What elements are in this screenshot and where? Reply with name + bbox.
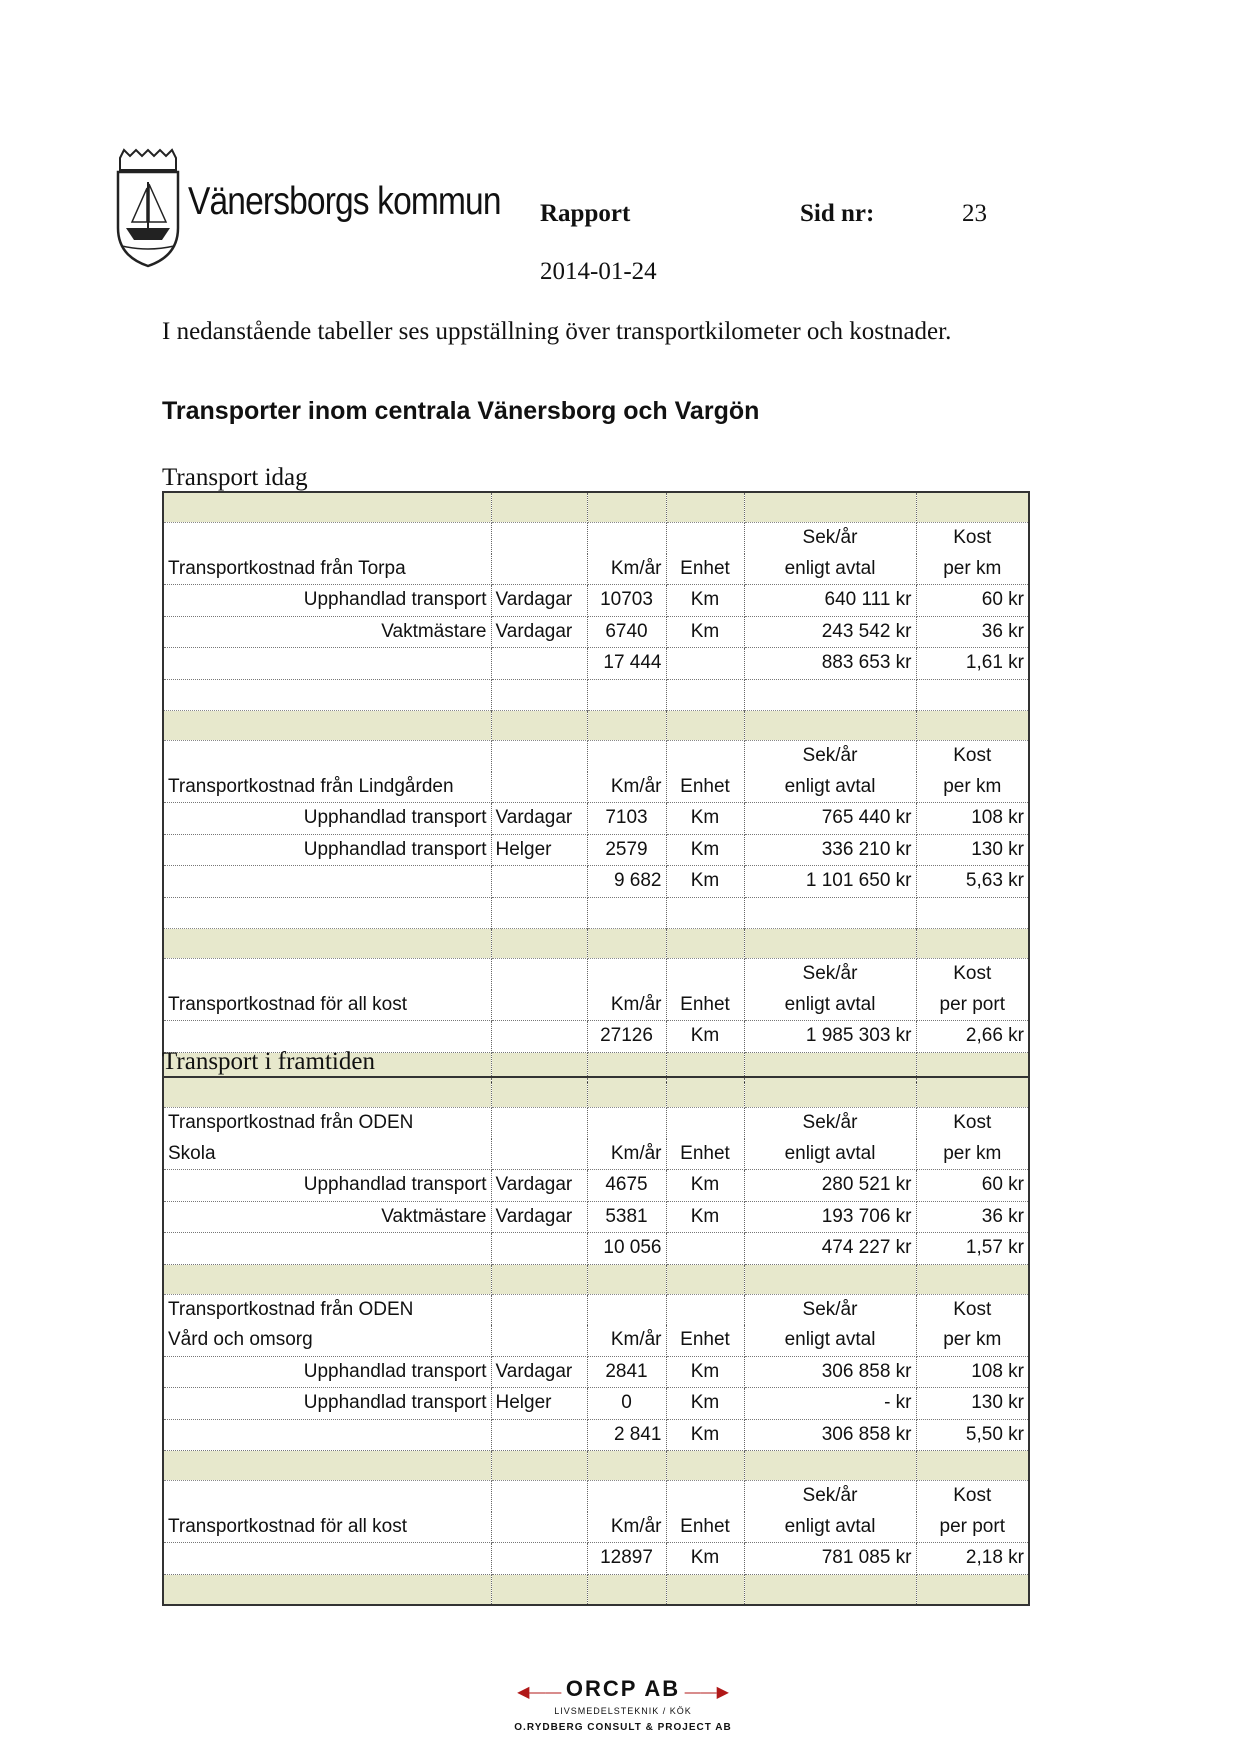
row-sek: - kr bbox=[744, 1388, 916, 1420]
group-title: Transportkostnad från ODEN bbox=[163, 1108, 491, 1139]
table-row bbox=[163, 803, 1029, 835]
row-cost: 108 kr bbox=[916, 803, 1029, 835]
header-km-year: Km/år bbox=[587, 990, 666, 1021]
group-subtitle: Vård och omsorg bbox=[163, 1325, 491, 1356]
total-sek: 1 101 650 kr bbox=[744, 866, 916, 898]
header-row bbox=[163, 959, 1029, 990]
table-row bbox=[163, 1170, 1029, 1202]
band-row bbox=[163, 492, 1029, 523]
header-unit: Enhet bbox=[666, 1325, 744, 1356]
row-sek: 306 858 kr bbox=[744, 1356, 916, 1388]
row-unit: Km bbox=[666, 803, 744, 835]
total-row bbox=[163, 1233, 1029, 1265]
header-sek-agreement: enligt avtal bbox=[744, 1325, 916, 1356]
header-km-year: Km/år bbox=[587, 772, 666, 803]
total-unit: Km bbox=[666, 1543, 744, 1575]
group-title: Transportkostnad för all kost bbox=[163, 990, 491, 1021]
header-cost-per: per km bbox=[916, 772, 1029, 803]
header-sek-agreement: enligt avtal bbox=[744, 990, 916, 1021]
row-sek: 280 521 kr bbox=[744, 1170, 916, 1202]
total-cost: 2,18 kr bbox=[916, 1543, 1029, 1575]
total-km: 2 841 bbox=[587, 1419, 666, 1451]
row-km: 4675 bbox=[587, 1170, 666, 1202]
footer-company: O.RYDBERG CONSULT & PROJECT AB bbox=[514, 1722, 732, 1733]
header-row bbox=[163, 772, 1029, 803]
total-cost: 5,50 kr bbox=[916, 1419, 1029, 1451]
header-cost-per: per km bbox=[916, 1325, 1029, 1356]
row-days: Vardagar bbox=[491, 1201, 587, 1233]
row-km: 10703 bbox=[587, 585, 666, 617]
header-cost-per: per port bbox=[916, 1512, 1029, 1543]
total-row bbox=[163, 1419, 1029, 1451]
header-unit: Enhet bbox=[666, 554, 744, 585]
table-row bbox=[163, 616, 1029, 648]
total-row bbox=[163, 648, 1029, 680]
header-row bbox=[163, 1294, 1029, 1325]
group-title: Transportkostnad från Lindgården bbox=[163, 772, 491, 803]
header-km-year: Km/år bbox=[587, 1325, 666, 1356]
header-row bbox=[163, 1108, 1029, 1139]
row-label: Vaktmästare bbox=[163, 616, 491, 648]
total-km: 27126 bbox=[587, 1021, 666, 1053]
header-row bbox=[163, 990, 1029, 1021]
arrow-right-icon: ——▶ bbox=[684, 1683, 729, 1701]
row-km: 5381 bbox=[587, 1201, 666, 1233]
header-sek-agreement: enligt avtal bbox=[744, 1139, 916, 1170]
header-row bbox=[163, 1512, 1029, 1543]
header-unit: Enhet bbox=[666, 990, 744, 1021]
header-row bbox=[163, 1139, 1029, 1170]
transport-future-table bbox=[162, 1076, 1030, 1606]
header-cost: Kost bbox=[916, 1108, 1029, 1139]
row-days: Helger bbox=[491, 834, 587, 866]
organization-name: Vänersborgs kommun bbox=[188, 180, 501, 223]
spacer-row bbox=[163, 897, 1029, 929]
row-sek: 336 210 kr bbox=[744, 834, 916, 866]
row-km: 0 bbox=[587, 1388, 666, 1420]
footer-logo bbox=[478, 1676, 768, 1744]
row-sek: 640 111 kr bbox=[744, 585, 916, 617]
header-cost-per: per km bbox=[916, 554, 1029, 585]
row-unit: Km bbox=[666, 1356, 744, 1388]
header-cost-per: per km bbox=[916, 1139, 1029, 1170]
total-km: 9 682 bbox=[587, 866, 666, 898]
row-label: Upphandlad transport bbox=[163, 834, 491, 866]
header-row bbox=[163, 523, 1029, 554]
row-unit: Km bbox=[666, 585, 744, 617]
header-sek-agreement: enligt avtal bbox=[744, 772, 916, 803]
row-cost: 130 kr bbox=[916, 1388, 1029, 1420]
row-km: 2579 bbox=[587, 834, 666, 866]
header-cost: Kost bbox=[916, 523, 1029, 554]
table-row bbox=[163, 1356, 1029, 1388]
header-unit: Enhet bbox=[666, 1512, 744, 1543]
total-sek: 306 858 kr bbox=[744, 1419, 916, 1451]
group-title: Transportkostnad från Torpa bbox=[163, 554, 491, 585]
total-unit: Km bbox=[666, 1021, 744, 1053]
header-sek: Sek/år bbox=[744, 741, 916, 772]
total-cost: 5,63 kr bbox=[916, 866, 1029, 898]
total-unit: Km bbox=[666, 1419, 744, 1451]
header-km-year: Km/år bbox=[587, 1139, 666, 1170]
band-row bbox=[163, 1264, 1029, 1294]
header-cost: Kost bbox=[916, 1294, 1029, 1325]
header-row bbox=[163, 554, 1029, 585]
report-label: Rapport bbox=[540, 200, 631, 227]
header-sek: Sek/år bbox=[744, 959, 916, 990]
row-cost: 60 kr bbox=[916, 1170, 1029, 1202]
header-row bbox=[163, 1481, 1029, 1512]
row-cost: 36 kr bbox=[916, 616, 1029, 648]
row-km: 6740 bbox=[587, 616, 666, 648]
transport-today-table bbox=[162, 491, 1030, 1084]
header-sek: Sek/år bbox=[744, 1481, 916, 1512]
row-unit: Km bbox=[666, 1201, 744, 1233]
row-label: Upphandlad transport bbox=[163, 1356, 491, 1388]
header-sek: Sek/år bbox=[744, 1294, 916, 1325]
row-label: Upphandlad transport bbox=[163, 803, 491, 835]
total-km: 10 056 bbox=[587, 1233, 666, 1265]
row-days: Vardagar bbox=[491, 1170, 587, 1202]
row-km: 2841 bbox=[587, 1356, 666, 1388]
row-label: Upphandlad transport bbox=[163, 1388, 491, 1420]
table-row bbox=[163, 1201, 1029, 1233]
row-days: Vardagar bbox=[491, 1356, 587, 1388]
header-cost: Kost bbox=[916, 741, 1029, 772]
row-cost: 108 kr bbox=[916, 1356, 1029, 1388]
total-km: 17 444 bbox=[587, 648, 666, 680]
total-row bbox=[163, 866, 1029, 898]
header-unit: Enhet bbox=[666, 1139, 744, 1170]
header-cost: Kost bbox=[916, 959, 1029, 990]
row-sek: 765 440 kr bbox=[744, 803, 916, 835]
header-cost-per: per port bbox=[916, 990, 1029, 1021]
header-km-year: Km/år bbox=[587, 1512, 666, 1543]
group-subtitle: Skola bbox=[163, 1139, 491, 1170]
arrow-left-icon: ◀—— bbox=[517, 1683, 562, 1701]
table-row bbox=[163, 1388, 1029, 1420]
row-cost: 60 kr bbox=[916, 585, 1029, 617]
header-sek: Sek/år bbox=[744, 523, 916, 554]
row-label: Vaktmästare bbox=[163, 1201, 491, 1233]
footer-tagline: LIVSMEDELSTEKNIK / KÖK bbox=[554, 1706, 692, 1716]
row-cost: 36 kr bbox=[916, 1201, 1029, 1233]
row-sek: 193 706 kr bbox=[744, 1201, 916, 1233]
footer-brand-line bbox=[478, 1676, 768, 1702]
table-caption-today: Transport idag bbox=[162, 464, 308, 491]
row-unit: Km bbox=[666, 834, 744, 866]
header-sek: Sek/år bbox=[744, 1108, 916, 1139]
row-days: Vardagar bbox=[491, 616, 587, 648]
row-days: Vardagar bbox=[491, 803, 587, 835]
band-row bbox=[163, 1077, 1029, 1108]
document-date: 2014-01-24 bbox=[540, 258, 657, 285]
table-caption-future: Transport i framtiden bbox=[162, 1048, 375, 1075]
header-unit: Enhet bbox=[666, 772, 744, 803]
row-unit: Km bbox=[666, 616, 744, 648]
header-sek-agreement: enligt avtal bbox=[744, 1512, 916, 1543]
total-cost: 1,61 kr bbox=[916, 648, 1029, 680]
band-row bbox=[163, 1574, 1029, 1605]
row-days: Vardagar bbox=[491, 585, 587, 617]
band-row bbox=[163, 711, 1029, 741]
table-row bbox=[163, 585, 1029, 617]
band-row bbox=[163, 929, 1029, 959]
row-label: Upphandlad transport bbox=[163, 585, 491, 617]
group-title: Transportkostnad från ODEN bbox=[163, 1294, 491, 1325]
total-cost: 1,57 kr bbox=[916, 1233, 1029, 1265]
intro-paragraph: I nedanstående tabeller ses uppställning över transportkilometer och kostnader. bbox=[162, 318, 952, 345]
total-km: 12897 bbox=[587, 1543, 666, 1575]
row-sek: 243 542 kr bbox=[744, 616, 916, 648]
total-sek: 1 985 303 kr bbox=[744, 1021, 916, 1053]
total-row bbox=[163, 1543, 1029, 1575]
page-number: 23 bbox=[962, 200, 987, 227]
municipal-crest-icon bbox=[112, 148, 184, 268]
total-sek: 781 085 kr bbox=[744, 1543, 916, 1575]
header-row bbox=[163, 1325, 1029, 1356]
band-row bbox=[163, 1451, 1029, 1481]
total-unit: Km bbox=[666, 866, 744, 898]
header-sek-agreement: enligt avtal bbox=[744, 554, 916, 585]
header-cost: Kost bbox=[916, 1481, 1029, 1512]
spacer-row bbox=[163, 679, 1029, 711]
footer-brand: ORCP AB bbox=[565, 1676, 681, 1701]
row-cost: 130 kr bbox=[916, 834, 1029, 866]
row-unit: Km bbox=[666, 1388, 744, 1420]
row-days: Helger bbox=[491, 1388, 587, 1420]
table-row bbox=[163, 834, 1029, 866]
row-km: 7103 bbox=[587, 803, 666, 835]
total-sek: 474 227 kr bbox=[744, 1233, 916, 1265]
row-label: Upphandlad transport bbox=[163, 1170, 491, 1202]
group-title: Transportkostnad för all kost bbox=[163, 1512, 491, 1543]
section-heading: Transporter inom centrala Vänersborg och Vargön bbox=[162, 397, 760, 425]
total-cost: 2,66 kr bbox=[916, 1021, 1029, 1053]
row-unit: Km bbox=[666, 1170, 744, 1202]
header-row bbox=[163, 741, 1029, 772]
page-number-label: Sid nr: bbox=[800, 200, 875, 227]
total-sek: 883 653 kr bbox=[744, 648, 916, 680]
header-km-year: Km/år bbox=[587, 554, 666, 585]
